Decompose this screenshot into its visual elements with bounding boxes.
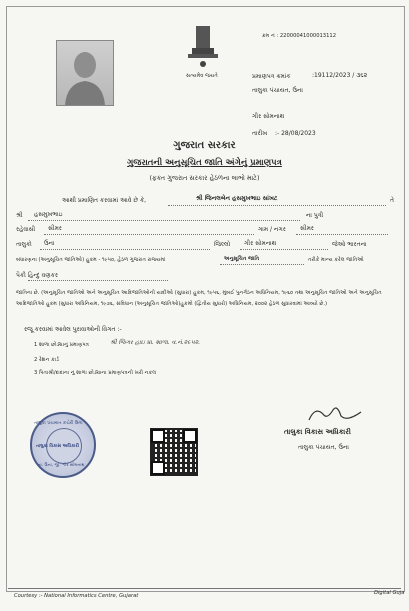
doc-item-1-handwritten: શ્રી જિગર હાઇ પ્રા. શાળા. વ.નં.૨૯૫૨. (110, 339, 201, 346)
certify-suffix: તે (390, 197, 394, 204)
father-name: હસમુખભાઇ (34, 211, 63, 218)
caste-name: પૈકી હિન્દુ વણકર (16, 272, 58, 279)
office-seal (30, 412, 96, 478)
doc-item-3: 3 પિતાશ્રી/દાદાના નું શાળા છોડ્યાના પ્રમાણપત્રની ખરી નકલ (34, 370, 157, 376)
shri-label: શ્રી (16, 212, 23, 219)
seal-bottom-text: તા. ઉના, જી. ગીર સોમનાથ (38, 462, 85, 467)
header-district: ગીર સોમનાથ (252, 113, 285, 120)
cert-no-label: પ્રમાણપત્ર ક્રમાંક (252, 73, 291, 80)
resident-label: રહેવાસી (16, 226, 36, 233)
header-office: તાલુકા પંચાયત, ઉના (252, 87, 303, 94)
recognized-text: તરીકે માન્ય કરેલ જાતિઓ (308, 257, 364, 263)
legal-paragraph: જાતિના છે. (અનુસૂચિત જાતિઓ અને અનુસૂચિત આદિજાતિઓની યાદીઓ (સુધારા) હુકમ, ૧૯૫૬, મુંબઈ પુનર્ગઠન અધિનિયમ, ૧૯૬૦ તથા અનુસૂચિત જાતિઓ અને અનુસૂચિત આદિજાતિઓ હુકમ (સુધારા અધિનિયમ, ૧૯૭૬, સંવિધાન (અનુસૂચિત જાતિઓ)હુકમો (દ્વિતીય સુધારો) અધિનિયમ, ૨૦૦૨ હેઠળ સુધારવામાં આવ્યો છે.) (16, 290, 382, 307)
digital-gujarat-text: Digital Guja (374, 590, 405, 596)
certificate-subtitle: (ફક્ત ગુજરાત સરકાર હેઠળના લાભો માટે) (149, 174, 260, 182)
taluka-label: તાલુકો (16, 241, 32, 248)
applicant-name: શ્રી જિનલબેન હસમુખભાઇ સાંખટ (196, 195, 278, 202)
officer-signature (305, 404, 365, 424)
resident-value: સીમર (48, 225, 62, 232)
caste-type: અનુસૂચિત જાતિ (224, 256, 260, 262)
doc-item-1: 1 શાળા છોડ્યાનું પ્રમાણપત્ર (34, 342, 89, 348)
serial-number: ક્રમ નં : 22000041000013112 (262, 33, 336, 39)
constitution-text: બંધારણના (અનુસૂચિત જાતિઓ) હુકમ - ૧૯૫૦, હેઠળ ગુજરાત રાજ્યમાં (16, 257, 166, 263)
state-emblem (178, 22, 228, 82)
seal-ring-text: તાલુકા પંચાયત કચેરી ઉના (34, 421, 83, 426)
date-value: :- 28/08/2023 (275, 130, 316, 137)
seal-center-text: તાલુકા વિકાસ અધિકારી (36, 444, 80, 449)
district-label: જિલ્લો (214, 241, 231, 248)
officer-office: તાલુકા પંચાયત, ઉના (298, 444, 349, 451)
footer-divider (8, 588, 401, 589)
certificate-title: ગુજરાતની અનુસૂચિત જાતિ અંગેનું પ્રમાણપત્ર (127, 158, 282, 168)
docs-heading: રજૂ કરવામાં આવેલ પુરાવાઓની વિગત :- (24, 326, 122, 333)
doc-item-2: 2 રેશન કાર્ડ (34, 357, 59, 363)
village-town-label: ગામ / નગર (258, 226, 286, 233)
emblem-motto: સત્યમેવ જયતે (186, 73, 218, 79)
govt-title: ગુજરાત સરકાર (173, 140, 236, 151)
applicant-photo (56, 40, 114, 106)
village-town-value: સીમર (300, 225, 314, 232)
officer-title: તાલુકા વિકાસ અધિકારી (284, 428, 351, 436)
courtesy-text: Courtesy :- National Informatics Centre, Gujarat (14, 593, 139, 599)
qr-code (150, 428, 198, 476)
certify-prefix: આથી પ્રમાણિત કરવામાં આવે છે કે, (62, 197, 147, 204)
taluka-value: ઉના (44, 240, 55, 247)
cert-no-value: :19112/2023 / ૩૬૨ (312, 72, 368, 79)
relation: ના પુત્રી (306, 212, 324, 219)
date-label: તારીખ (252, 130, 268, 137)
district-value: ગીર સોમનાથ (244, 240, 277, 247)
state-label: જેઓ ભારતના (332, 241, 367, 248)
